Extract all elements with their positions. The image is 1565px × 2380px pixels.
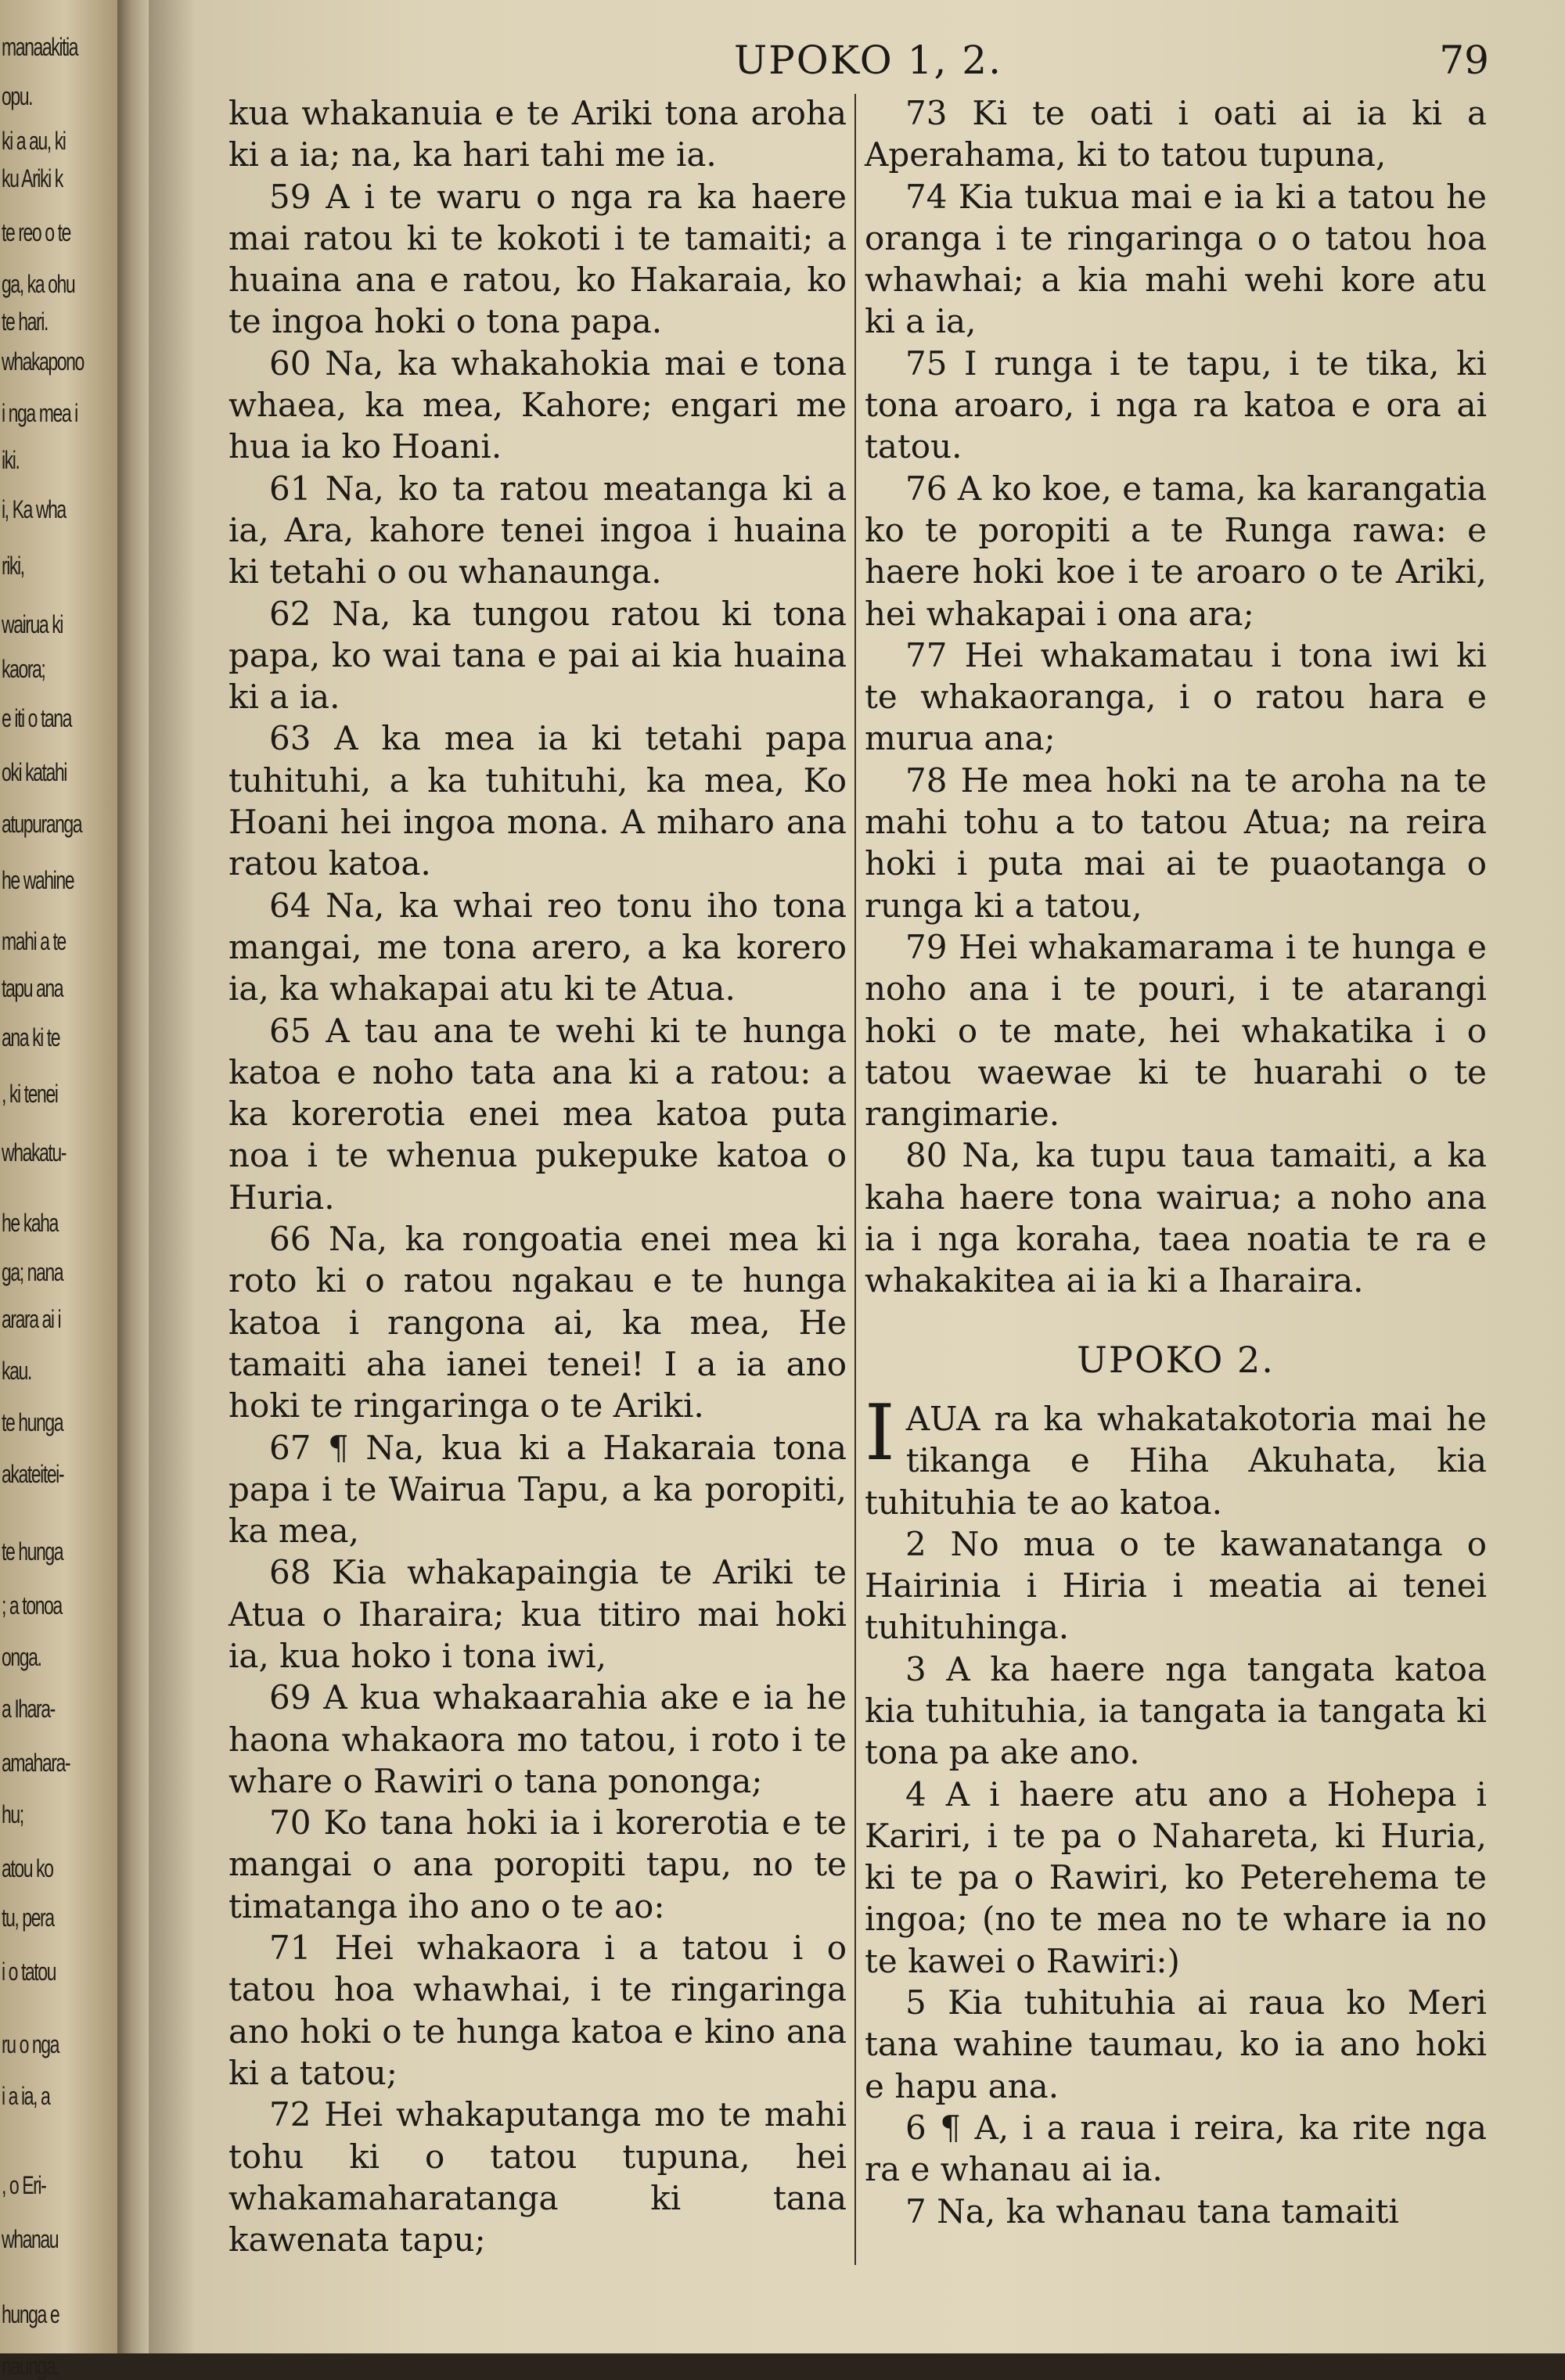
verse: 3 A ka haere nga tangata katoa kia tuhituhia, ia tangata ia tangata ki tona pa ake ano. [865, 1649, 1487, 1772]
left-page-fragment: te hunga [2, 1537, 63, 1566]
left-page-fragment: te hari. [2, 307, 48, 336]
left-page-fragment: wairua ki [2, 610, 63, 638]
verse: 63 A ka mea ia ki tetahi papa tuhituhi, a ka tuhituhi, ka mea, Ko Hoani hei ingoa mona. A miharo ana ratou katoa. [228, 719, 847, 883]
left-page-fragment: hu; [2, 1800, 23, 1828]
verse: 73 Ki te oati i oati ai ia ki a Aperahama, ki to tatou tupuna, [865, 94, 1487, 174]
right-column [865, 92, 1487, 2232]
left-page-fragment: arara ai i [2, 1305, 61, 1333]
left-page-edge [0, 0, 117, 2380]
verse: 71 Hei whakaora i a tatou i o tatou hoa whawhai, i te ringaringa ano hoki o te hunga katoa e kino ana ki a tatou; [228, 1929, 847, 2092]
verse: 80 Na, ka tupu taua tamaiti, a ka kaha haere tona wairua; a noho ana ia i nga koraha, taea noatia te ra e whakakitea ai ia ki a Iharaira. [865, 1136, 1487, 1300]
chapter2-verses [865, 1523, 1487, 2232]
verse: 72 Hei whakaputanga mo te mahi tohu ki o tatou tupuna, hei whakamaharatanga ki tana kawenata tapu; [228, 2095, 847, 2260]
left-page-fragment: akateitei- [2, 1460, 64, 1488]
left-page-fragment: tapu ana [2, 974, 63, 1002]
left-page-fragment: e iti o tana [2, 704, 72, 732]
verse: 7 Na, ka whanau tana tamaiti [905, 2191, 1399, 2231]
left-page-fragment: whakatu- [2, 1138, 66, 1167]
verse: 70 Ko tana hoki ia i korerotia e te mangai o ana poropiti tapu, no te timatanga iho ano o te ao: [228, 1803, 847, 1925]
verse: 76 A ko koe, e tama, ka karangatia ko te poropiti a te Runga rawa: e haere hoki koe i te aroaro o te Ariki, hei whakapai i ona ara; [865, 469, 1487, 633]
verse: kua whakanuia e te Ariki tona aroha ki a ia; na, ka hari tahi me ia. [228, 94, 847, 174]
verse: 2 No mua o te kawanatanga o Hairinia i Hiria i meatia ai tenei tuhituhinga. [865, 1524, 1487, 1647]
verse: 61 Na, ko ta ratou meatanga ki a ia, Ara, kahore tenei ingoa i huaina ki tetahi o ou whanaunga. [228, 469, 847, 591]
verse: 75 I runga i te tapu, i te tika, ki tona aroaro, i nga ra katoa e ora ai tatou. [865, 343, 1487, 466]
left-page-fragment: whakapono [2, 347, 84, 376]
left-column [228, 92, 847, 2260]
left-page-fragment: ru o nga [2, 2030, 59, 2058]
verse: 4 A i haere atu ano a Hohepa i Kariri, i te pa o Nahareta, ki Huria, ki te pa o Rawiri, ko Peterehema te ingoa; (no te mea no te whare ia no te kawei o Rawiri:) [865, 1774, 1487, 1980]
left-page-fragment: manaakitia [2, 33, 78, 61]
left-page-fragment: , ki tenei [2, 1080, 58, 1108]
verse: 5 Kia tuhituhia ai raua ko Meri tana wahine taumau, ko ia ano hoki e hapu ana. [865, 1983, 1487, 2105]
column-divider [854, 94, 856, 2265]
left-page-fragment: ana ki te [2, 1023, 60, 1052]
left-page-fragment: i nga mea i [2, 399, 77, 427]
left-page-fragment: hunga e [2, 2300, 59, 2328]
left-page-fragment: he kaha [2, 1209, 58, 1237]
left-page-fragment: te hunga [2, 1408, 63, 1436]
left-page-fragment: naunga, [2, 2352, 59, 2380]
left-page-fragment: atupuranga [2, 810, 82, 838]
left-page-fragment: riki, [2, 552, 24, 580]
left-page-fragment: whanau [2, 2225, 59, 2253]
verse: 67 ¶ Na, kua ki a Hakaraia tona papa i te Wairua Tapu, a ka poropiti, ka mea, [228, 1428, 847, 1551]
left-page-fragment: opu. [2, 82, 33, 110]
verse: 77 Hei whakamatau i tona iwi ki te whakaoranga, i o ratou hara e murua ana; [865, 635, 1487, 758]
left-page-fragment: ku Ariki k [2, 164, 63, 192]
chapter-heading: UPOKO 2. [1077, 1338, 1275, 1381]
left-page-fragment: ga; nana [2, 1258, 63, 1286]
left-page-fragment: kaora; [2, 655, 45, 683]
right-column-verses [865, 92, 1487, 1302]
verse: 6 ¶ A, i a raua i reira, ka rite nga ra e whanau ai ia. [865, 2108, 1487, 2189]
verse: 68 Kia whakapaingia te Ariki te Atua o Iharaira; kua titiro mai hoki ia, kua hoko i tona iwi, [228, 1553, 847, 1675]
left-page-fragment: a Ihara- [2, 1695, 55, 1723]
drop-cap: I [865, 1388, 895, 1478]
verse: 78 He mea hoki na te aroha na te mahi tohu a to tatou Atua; na reira hoki i puta mai ai te puaotanga o runga ki a tatou, [865, 760, 1487, 925]
left-page-fragment: kau. [2, 1357, 31, 1385]
left-page-fragment: i, Ka wha [2, 495, 66, 523]
page-number: 79 [1439, 38, 1489, 83]
verse: 66 Na, ka rongoatia enei mea ki roto ki o ratou ngakau e te hunga katoa i rangona ai, ka mea, He tamaiti aha ianei tenei! I a ia ano hoki te ringaringa o te Ariki. [228, 1220, 847, 1425]
verse: 62 Na, ka tungou ratou ki tona papa, ko wai tana e pai ai kia huaina ki a ia. [228, 594, 847, 717]
left-page-fragment: tu, pera [2, 1904, 54, 1932]
left-page-fragment: , o Eri- [2, 2171, 46, 2199]
left-page-fragment: atou ko [2, 1854, 53, 1882]
chapter-opening [865, 1388, 1487, 1523]
verse: 59 A i te waru o nga ra ka haere mai ratou ki te kokoti i te tamaiti; a huaina ana e ratou, ko Hakaraia, ko te ingoa hoki o tona papa. [228, 177, 847, 341]
left-page-fragment: onga. [2, 1643, 41, 1671]
verse: 74 Kia tukua mai e ia ki a tatou he oranga i te ringaringa o o tatou hoa whawhai; a kia mahi wehi kore atu ki a ia, [865, 177, 1487, 341]
running-head: UPOKO 1, 2. [734, 38, 1002, 83]
verse: 60 Na, ka whakahokia mai e tona whaea, ka mea, Kahore; engari me hua ia ko Hoani. [228, 343, 847, 466]
verse: 79 Hei whakamarama i te hunga e noho ana i te pouri, i te atarangi hoki o te mate, hei whakatika i o tatou waewae ki te huarahi o te rangimarie. [865, 927, 1487, 1134]
opening-text: AUA ra ka whakatakotoria mai he tikanga e Hiha Akuhata, kia tuhituhia te ao katoa. [865, 1399, 1487, 1522]
verse: 64 Na, ka whai reo tonu iho tona mangai, me tona arero, a ka korero ia, ka whakapai atu ki te Atua. [228, 886, 847, 1008]
left-page-fragment: te reo o te [2, 218, 70, 246]
left-page-fragment: i o tatou [2, 1958, 56, 1986]
left-page-fragment: ki a au, ki [2, 127, 66, 155]
verse: 69 A kua whakaarahia ake e ia he haona whakaora mo tatou, i roto i te whare o Rawiri o tana pononga; [228, 1678, 847, 1800]
left-page-fragment: iki. [2, 446, 20, 474]
left-page-fragment: oki katahi [2, 758, 67, 786]
left-page-fragment: ; a tonoa [2, 1591, 62, 1620]
book-gutter [117, 0, 149, 2353]
left-page-fragment: mahi a te [2, 927, 66, 955]
left-page-fragment: i a ia, a [2, 2082, 50, 2110]
verse: 65 A tau ana te wehi ki te hunga katoa e noho tata ana ki a ratou: a ka korerotia enei mea katoa puta noa i te whenua pukepuke katoa o Huria. [228, 1011, 847, 1217]
left-page-fragment: amahara- [2, 1749, 70, 1777]
left-page-fragment: he wahine [2, 866, 74, 894]
left-page-fragment: ga, ka ohu [2, 270, 75, 298]
